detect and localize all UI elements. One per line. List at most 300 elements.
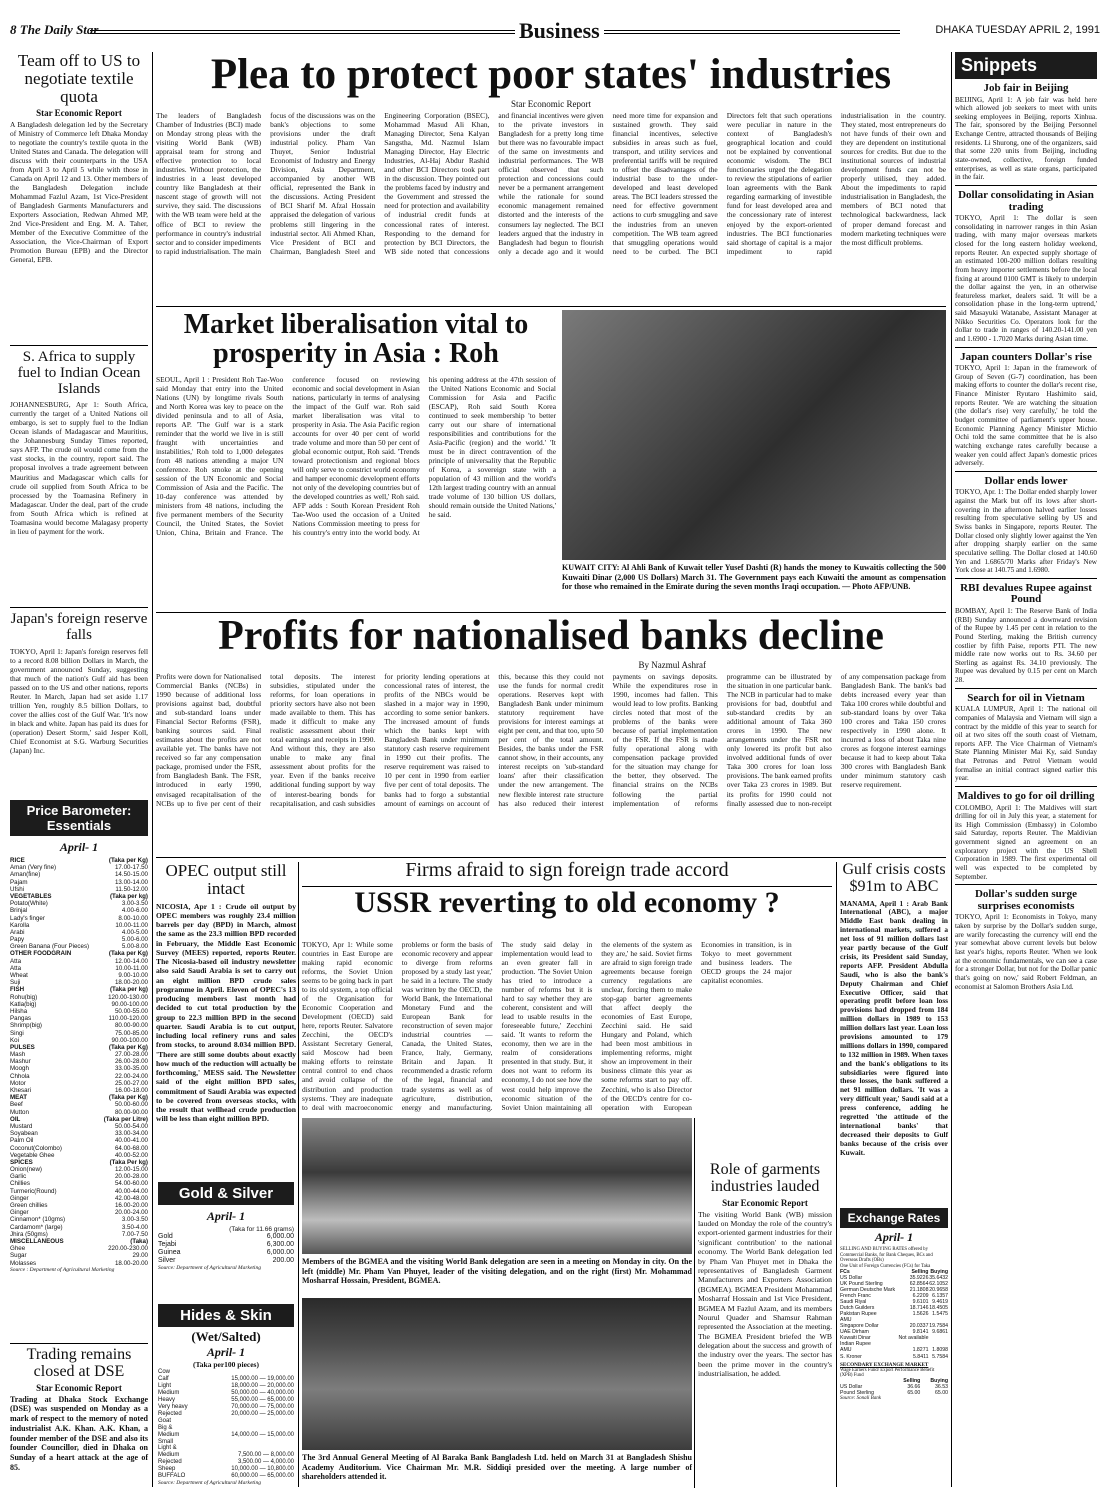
price-row-cell: 5.00-8.00 <box>121 943 148 951</box>
price-row-cell: 220.00-230.00 <box>108 1245 148 1253</box>
exchange-row-cell: 9.8141 <box>912 1329 929 1336</box>
price-row-cell: Papy <box>10 936 25 944</box>
price-row-cell: 7.00-7.50 <box>121 1230 148 1238</box>
price-row-cell: 10.00-11.00 <box>115 921 148 929</box>
gulf-headline: Gulf crisis costs $91m to ABC <box>842 861 946 895</box>
price-row-cell: Chhola <box>10 1072 30 1080</box>
snippet-body: TOKYO, Apr. 1: The Dollar ended sharply lower against the Mark but off its lows after short-covering in the afternoon halved earlier losses resulting from speculative selling by US and Swiss banks in Singapore, reports Reuter. The Dollar closed only slightly lower against the Yen after dropping sharply earlier on the same speculative selling. The Dollar closed at 140.60 Yen and 1.6865/70 Marks after Friday's New York close at 140.75 and 1.6980. <box>955 488 1097 575</box>
exchange-header-cell: FCs <box>840 1269 850 1276</box>
price-row-cell: Brinjal <box>10 907 28 915</box>
price-row-cell: Shrimp(big) <box>10 1022 42 1030</box>
masthead-rule <box>90 30 900 34</box>
exchange-row-cell: 62.8564 <box>909 1281 929 1288</box>
snippet-body: KUALA LUMPUR, April 1: The national oil companies of Malaysia and Vietnam will sign a contract by the middle of this year to search for oil at two sites off the south coast of Vietnam, reports AFP. The Vice Chairman of Vietnam's State Planning Minister Mai Ky, said Sunday that Petronas and Petrol Vietnam would formalise an initial contract signed earlier this year. <box>955 705 1097 783</box>
hides-table <box>158 1369 294 1480</box>
price-row-cell: 8.00-10.00 <box>118 914 148 922</box>
price-row <box>10 979 148 986</box>
price-row-cell: 40.00-41.00 <box>114 1137 148 1145</box>
secondary-row-cell: 65.00 <box>907 1389 921 1396</box>
banks-article <box>156 614 946 854</box>
hides-row-cell: 18,000.00 — 20,000.00 <box>231 1382 294 1389</box>
hides-row <box>158 1369 294 1376</box>
price-row-cell: 16.00-20.00 <box>114 1202 148 1209</box>
ussr-body-cont <box>696 940 832 1115</box>
hides-row <box>158 1466 294 1473</box>
masthead <box>10 18 1100 43</box>
ussr-body: TOKYO, Apr 1: While some countries in East Europe are making rapid economic reforms, the Soviet Union seems to be going back in part to its old system, a top official of the Organisation for Economic Cooperation and Development (OECD) said here, reports Reuter. Salvatore Zecchini, the OECD's Assistant Secretary General, said Moscow had been making efforts to reinstate central control to end chaos and avoid collapse of the distribution and production systems. 'They are inadequate to deal with macroeconomic problems or form the basis of economic recovery and appear to diverge from reforms proposed by a study last year,' he said in a lecture. The study was written by the OECD, the World Bank, the International Monetary Fund and the European Bank for reconstruction of seven major industrial countries — Canada, the United States, France, Italy, Germany, Britain and Japan. It recommended a drastic reform of the legal, financial and trade systems as well as of agriculture, distribution, energy and manufacturing. The study said delay in implementation would lead to an even greater fall in production. 'The Soviet Union has tried to introduce a number of reforms but it is hard to say whether they are coherent, consistent and will lead to usable results in the foreseeable future,' Zecchini said. 'It wants to reform the economy, then we are in the realm of considerations presented in that study. But, it does not want to reform its economy, I do not see how the west could help improve the economic situation of the Soviet Union maintaining all the elements of the system as they are,' he said. Soviet firms are afraid to sign foreign trade agreements because foreign currency regulations are unclear, forcing them to make stop-gap barter agreements that affect deeply the economies of East Europe, Zecchini said. He said Hungary and Poland, which had been most ambitious in implementing reforms, might show an improvement in their business climate this year as some reforms start to pay off. Zecchini, who is also Director of the OECD's centre for co-operation with European Economies in transition, is in Tokyo to meet government and business leaders. The OECD groups the 24 major capitalist economies. <box>302 940 792 1112</box>
roh-article <box>156 310 556 610</box>
hides-row-cell: 50,000.00 — 40,000.00 <box>231 1389 294 1396</box>
hides-row-cell <box>202 1439 294 1446</box>
plea-byline: Star Economic Report <box>511 99 591 110</box>
gold-row <box>158 1241 294 1249</box>
exchange-row-cell: UK Pound Sterling <box>840 1281 883 1288</box>
price-row-cell: Wheat <box>10 972 28 979</box>
kuwait-caption: KUWAIT CITY: Al Ahli Bank of Kuwait teller Yusef Dashti (R) hands the money to Kuwaitis collecting the 500 Kuwaiti Dinar (2,000 US Dollars) March 31. The Government pays each Kuwaiti the amount as compensation for those who remained in the Emirate during the seven months Iraqi occupation. — Photo AFP/UNB. <box>562 563 946 592</box>
textile-article <box>10 52 148 362</box>
price-row <box>10 1044 148 1051</box>
price-row <box>10 1231 148 1238</box>
snippets-title: Snippets <box>955 52 1097 79</box>
hides-row-cell: BUFFALO <box>158 1473 186 1480</box>
albaraka-photo-block <box>302 1298 692 1488</box>
hides-row-cell <box>202 1425 294 1432</box>
price-row-cell: Soyabean <box>10 1130 38 1138</box>
gold-row-cell: Guinea <box>158 1249 181 1257</box>
banks-body: Profits were down for Nationalised Commercial Banks (NCBs) in 1990 because of additional loss provisions against bad, doubtful and sub-standard loans under Financial Sector Reforms (FSR), banking sources said. Final estimates about the profits are not available yet. The banks have not received so far any compensation package, promised under the FSR, from Bangladesh Bank. The FSR, introduced in early 1990, envisaged recapitalisation of the NCBs up to five per cent of their total deposits. The interest subsidies, stipulated under the reforms, for loan operations in priority sectors have also not been made available to them. This has made it difficult to make any realistic assessment about their total earnings and receipts in 1990. And without this, they are also unable to make any final assessment about profits for the year. Even if the banks receive additional funding support by way of interest-bearing bonds for recapitalisation, and cash subsidies for priority lending operations at concessional rates of interest, the profits of the NBCs would be slashed in a major way in 1990, according to some senior bankers. The increased amount of funds which the banks kept with Bangladesh Bank under minimum statutory cash reserve requirement in 1990 cut their profits. The reserve requirement was raised to 10 per cent in 1990 from earlier five per cent of total deposits. The banks had to forgo a substantial amount of earnings on account of this, because this they could not use the funds for normal credit operations. Reserves kept with Bangladesh Bank under minimum statutory requirement have provisions for interest earnings at eight per cent, and that too, upto 50 per cent of the total amount. Besides, the banks under the FSR cannot show, in their accounts, any interest receipts on 'sub-standard loans' after their classification under the new arrangement. The new flexible interest rate structure has also reduced their interest payments on savings deposits. While the expenditures rose in 1990, incomes had fallen. This would lead to low profits. Banking circles noted that most of the problems of the banks were because of partial implementation of the FSR. If the FSR is made fully operational along with compensation package provided for the situation may change for the better, they observed. The financial strains on the NCBs following the partial implementation of reforms programme can be illustrated by the situation in one particular bank. The NCB in particular had to make provisions for bad, doubtful and sub-standard credits by an additional amount of Taka 360 crores in 1990. The new arrangements under the FSR not only lowered its profit but also involved additional funds of over Taka 300 crores for loan loss provisions. The bank earned profits over Taka 23 crores in 1989. But its profits for 1990 could not finally assessed due to non-receipt of any compensation package from Bangladesh Bank. The bank's bad debts increased every year than Taka 100 crores while doubtful and sub-standard loans by over Taka 100 crores and Taka 150 crores respectively in 1990 alone. It incurred a loss of about Taka nine crores as forgone interest earnings because it had to keep about Taka 300 crores with Bangladesh Bank under minimum statutory cash reserve requirement. <box>156 672 946 808</box>
hides-row-cell: 55,000.00 — 65,000.00 <box>231 1396 294 1403</box>
banks-headline: Profits for nationalised banks decline <box>218 613 884 659</box>
price-row-cell: 40.00-52.00 <box>114 1151 148 1159</box>
price-row <box>10 929 148 936</box>
price-row-cell: (Taka per Kg) <box>108 1043 148 1051</box>
price-row <box>10 994 148 1001</box>
price-row-cell: 80.00-90.00 <box>114 1022 148 1030</box>
price-row-cell: VEGETABLES <box>10 892 52 900</box>
safrica-article <box>10 350 148 605</box>
price-row <box>10 1159 148 1166</box>
price-row <box>10 1051 148 1058</box>
price-row-cell: 14.50-15.00 <box>114 871 148 879</box>
bgmea-photo-block <box>302 1118 692 1293</box>
divider <box>955 884 1097 885</box>
price-row <box>10 1195 148 1202</box>
price-row-cell: Cardamom* (large) <box>10 1223 63 1231</box>
price-row-cell: Khesari <box>10 1087 31 1094</box>
snippet-headline: Japan counters Dollar's rise <box>960 350 1092 363</box>
snippet-body: TOKYO, April 1: Japan in the framework of Group of Seven (G-7) coordination, has been making efforts to counter the dollar's recent rise, Finance Minister Ryutaro Hashimito said, reports Reuter. 'We are watching the situation (the dollar's rise) very carefully,' he told the budget committee of parliament's upper house. Economic Planning Agency Minister Michio Ochi told the same committee that he is also watching exchange rates carefully because a weaker yen could affect Japan's domestic prices adversely. <box>955 364 1097 468</box>
price-row-cell: (Taka per kg) <box>109 892 148 900</box>
divider <box>955 347 1097 348</box>
exchange-row-cell: 20.0337 <box>909 1323 929 1330</box>
price-row <box>10 1245 148 1252</box>
exchange-row-cell: 6.1357 <box>932 1293 948 1300</box>
hides-row <box>158 1411 294 1418</box>
hides-title: Hides & Skin <box>158 1304 294 1327</box>
price-row-cell: MEAT <box>10 1094 28 1102</box>
hides-row <box>158 1445 294 1452</box>
price-row <box>10 1001 148 1008</box>
exchange-row-cell: UAE Dirham <box>840 1329 869 1336</box>
hides-row <box>158 1425 294 1432</box>
hides-row <box>158 1390 294 1397</box>
hides-row-cell: Light & <box>158 1445 177 1452</box>
price-row <box>10 922 148 929</box>
price-row-cell: 40.00-44.00 <box>114 1187 148 1195</box>
exchange-row-cell: AMU <box>840 1317 852 1324</box>
exchange-header-cell: Selling <box>911 1269 929 1276</box>
snippet-headline: Dollar's sudden surge surprises economists <box>974 888 1078 912</box>
divider <box>955 185 1097 186</box>
price-row <box>10 879 148 886</box>
price-row-cell: Ginger <box>10 1209 29 1217</box>
price-row-cell: Onion(new) <box>10 1166 42 1174</box>
price-row-cell: 50.00-60.00 <box>114 1101 148 1109</box>
gold-row-cell: 6,000.00 <box>266 1249 294 1257</box>
price-row <box>10 1101 148 1108</box>
kuwait-bank-photo <box>562 310 946 560</box>
price-row-cell: Koi <box>10 1036 19 1044</box>
secondary-note: Wage Earners Fund/ Export Performance Benefit (XPB) Fund <box>840 1367 935 1378</box>
price-row-cell: 4.00-5.00 <box>121 928 148 936</box>
hides-row <box>158 1418 294 1425</box>
textile-body: A Bangladesh delegation led by the Secretary of Ministry of Commerce left Dhaka Monday to negotiate the country's textile quota in the United States and Canada. The delegation will discuss with their counterparts in the USA from April 3 to April 5 while with those in Canada on April 12 and 13. Other members of the Bangladesh Delegation include Mohammad Fazlul Azam, 1st Vice-President of Bangladesh Garments Manufacturers and Exporters Association, Redwan Ahmed MP, 2nd Vice-President and Eng. M. A. Taher, Member of the Executive Committee of the Association, the Vice-Chairman of Export Promotion Bureau (EPB) and the Director General, EPB. <box>10 119 148 264</box>
price-row-cell: 50.00-55.00 <box>114 1007 148 1015</box>
hides-row-cell: 3,500.00 — 4,000.00 <box>237 1459 294 1466</box>
price-row-cell: 20.00-28.00 <box>114 1173 148 1181</box>
price-row-cell: (Taka Per kg) <box>109 1158 148 1166</box>
exchange-row-cell: 19.7584 <box>929 1323 948 1330</box>
gold-table <box>158 1233 294 1265</box>
gold-row <box>158 1233 294 1241</box>
price-row <box>10 1015 148 1022</box>
price-row-cell: (Taka) <box>130 1237 148 1245</box>
price-row-cell: 17.00-17.50 <box>114 864 148 872</box>
exchange-row-cell: Not available <box>898 1335 929 1342</box>
roh-body: SEOUL, April 1 : President Roh Tae-Woo said Monday that entry into the United Nations (UN) by longtime rivals South and North Korea was key to peace on the divided peninsula and to all of Asia, reports AP. 'The Gulf war is a stark reminder that the world we live in is still fraught with uncertainties and instabilities,' Roh told to 1,000 delegates from 48 nations attending a major UN conference. Roh smoke at the opening session of the UN Economic and Social Commission of Asia and the Pacific. The 10-day conference was attended by ministers from 48 nations, including the five permanent members of the Security Council, the United States, the Soviet Union, China, Britain and France. The conference focused on reviewing economic and social development in Asian nations, particularly in terms of analysing the impact of the Gulf war. Roh said market liberalisation was vital to prosperity in Asia. The Asia Pacific region accounts for over 40 per cent of world trade volume and more than 50 per cent of global economic output, Roh said. 'Trends toward protectionism and regional blocs will only serve to constrict world economy and hamper economic development efforts not only of the developing countries but of the developed countries as well,' Roh said. AFP adds : South Korean President Roh Tae-Woo used the occasion of a United Nations Commission meeting to press for his country's entry into the world body. At his opening address at the 47th session of the United Nations Economic and Social Commission for Asia and Pacific (ESCAP), Roh said South Korea continued to seek membership 'to better carry out our share of international responsibilities and contributions for the Asia-Pacific (region) and the world.' 'It must be in direct contravention of the principle of universality that the Republic of Korea, a sovereign state with a population of 43 million and the world's 12th largest trading country with an annual trade volume of 130 billion US dollars, should remain outside the United Nations,' he said. <box>156 374 556 538</box>
exchange-row-cell: 21.1808 <box>909 1287 929 1294</box>
price-row <box>10 1123 148 1130</box>
gold-row-cell: 200.00 <box>272 1257 294 1265</box>
price-row-cell: 29.00 <box>132 1252 148 1260</box>
price-row-cell: (Taka per Kg) <box>108 857 148 864</box>
exchange-row-cell: 18.7146 <box>909 1305 929 1312</box>
price-row-cell: Arabi <box>10 928 25 936</box>
price-row <box>10 1166 148 1173</box>
price-row-cell: 50.00-54.00 <box>114 1122 148 1130</box>
price-row-cell: 9.00-10.00 <box>118 972 148 979</box>
price-row <box>10 915 148 922</box>
price-row-cell: 54.00-60.00 <box>114 1180 148 1188</box>
hides-row-cell: Big & <box>158 1424 173 1431</box>
exchange-row-cell: Kuwaiti Dinar <box>840 1335 871 1342</box>
column-rule <box>836 862 837 1487</box>
textile-headline: Team off to US to negotiate textile quota <box>17 51 141 106</box>
price-row <box>10 1188 148 1195</box>
price-row <box>10 864 148 871</box>
price-row <box>10 1224 148 1231</box>
price-row <box>10 1058 148 1065</box>
hides-row <box>158 1397 294 1404</box>
snippet-headline: Dollar consolidating in Asian trading <box>958 188 1094 213</box>
exchange-row-cell: AMU <box>840 1347 852 1354</box>
secondary-row-cell: 36.66 <box>907 1383 921 1390</box>
ussr-body-wrap <box>302 940 792 1115</box>
safrica-body: JOHANNESBURG, Apr 1: South Africa, currently the target of a United Nations oil embargo, is set to supply fuel to the Indian Ocean islands of Madagascar and Mauritius, the Johannesburg Sunday Times reported, says AFP. The crude oil would come from the vast stocks, in the country, report said. The proposal involves a trade agreement between Mauritius and Madagascar which calls for crude oil supplied from South Africa to be processed by the Toamasina Refinery in Madagascar. Under the deal, part of the crude from South Africa which is refined at Toamasina would become Malagasy property in lieu of payment for the work. <box>10 400 148 536</box>
price-row-cell: 27.00-28.00 <box>114 1051 148 1059</box>
hides-subtitle: (Wet/Salted) <box>191 1329 261 1344</box>
japan-reserve-article <box>10 612 148 798</box>
column-rule <box>298 862 299 1487</box>
price-row-cell: (Taka per Kg) <box>108 950 148 958</box>
exchange-date: April- 1 <box>874 1230 914 1244</box>
hides-row-cell: Small <box>158 1438 174 1445</box>
exchange-row-cell: 9.6101 <box>912 1299 929 1306</box>
price-row-cell: Moogh <box>10 1065 29 1073</box>
price-row-cell: Ginger <box>10 1194 29 1202</box>
gold-silver-box <box>158 1182 294 1302</box>
bgmea-caption: Members of the BGMEA and the visiting World Bank delegation are seen in a meeting on Monday in city. On the left (middle) Mr. Pham Van Phuyet, leader of the visiting delegation, and on the right (first) Mr. Mohammad Mosharraf Hossain, President, BGMEA. <box>302 1257 692 1286</box>
price-row <box>10 1087 148 1094</box>
price-row <box>10 965 148 972</box>
price-row-cell: Singi <box>10 1029 24 1037</box>
price-row-cell: 90.00-100.00 <box>111 1036 148 1044</box>
price-row-cell: Katla(big) <box>10 1000 37 1008</box>
hides-row-cell <box>202 1369 294 1376</box>
price-row <box>10 958 148 965</box>
gulf-body: MANAMA, April 1 : Arab Bank International (ABC), a major Middle East bank dealing in international markets, suffered a net loss of 91 million dollars last year partly because of the Gulf crisis, its President said Sunday, reports AFP. President Abdulla Saudi, who is also the bank's Deputy Chairman and Chief Executive Officer, said that operating profit before loan loss provisions had dropped from 184 million dollars in 1989 to 153 million dollars last year. Loan loss provisions amounted to 179 millions dollars in 1990, compared to 132 million in 1989. When taxes and the bank's obligations to its subsidiaries were figured into these losses, the bank suffered a net 91 million dollars. 'It was a very difficult year,' Saudi said at a press conference, adding he regretted 'the attitude of the international banks' that decreased their deposits to Gulf banks because of the crisis over Kuwait. <box>840 898 948 1157</box>
plea-body: The leaders of Bangladesh Chamber of Industries (BCI) made on Monday strong pleas with the visiting World Bank (WB) appraisal team for strong and effective protection to local industries. Without protection, the industries in a least developed country like Bangladesh at their nascent stage of growth will not survive, they said. The discussions with the WB team were held at the office of BCI to review the performance in country's industrial sector and to consider impediments to rapid industrialisation. The main focus of the discussions was on the bank's objections to some provisions under the draft industrial policy. Pham Van Thuyet, Senior Industrial Economist of Industry and Energy Division, Asia Department, accompanied by another WB official, represented the Bank in the discussions. Acting President of BCI Sharif M. Afzal Hossain appraised the delegation of various problems still lingering in the industrial sector. Ali Ahmed Khan, Vice President of BCI and Chairman, Bangladesh Steel and Engineering Corporation (BSEC), Mohammad Masud Ali Khan, Managing Director, Sena Kalyan Sangstha, Md. Nazmul Islam Managing Director, Hay Electric Industries, Al-Haj Abdur Rashid and other BCI Directors took part in the discussion. They pointed out the problems faced by industry and the Government and stressed the need for protection and availability of industrial credit funds at concessional rates of interest. Responding to the demand for protection by BCI Directors, the WB side noted that concessions and financial incentives were given to the private investors in Bangladesh for a pretty long time but there was no favourable impact of the same on investments and industrial performances. The WB official observed that such protection and concessions could never be a permanent arrangement while the rationale for sound economic management remained distorted and the interests of the consumers lay neglected. The BCI leaders argued that the industry in Bangladesh had begun to flourish only a decade ago and it would need more time for expansion and sustained growth. They said financial incentives, selective subsidies in areas such as fuel, transport, and utility services and preferential tariffs will be required to offset the disadvantages of the industrial base to the under-developed and least developed areas. The BCI leaders stressed the need for effective government actions to curb smuggling and save the industries from an uneven competition. The WB team agreed that smuggling operations would need to be curbed. The BCI Directors felt that such operations were peculiar in nature in the context of Bangladesh's geographical location and could not be explained by conventional economic wisdom. The BCI functionaries urged the delegation to review the stipulations of earlier loan agreements with the Bank regarding earmarking of investible fund for least developed area and the concessionary rate of interest enjoyed by the export-oriented industries. The BCI functionaries said shortage of capital is a major impediment to rapid industrialisation in the country. They stated, most entrepreneurs do not have funds of their own and they are dependent on institutional sources for credits. But due to the institutional sources of industrial development funds can not be properly utilised, they added. About the impediments to rapid industrialisation in Bangladesh, the members of BCI noted that technological backwardness, lack of proper demand forecast and modern marketing techniques were the most difficult problems. <box>156 111 946 256</box>
price-row-cell: 4.00-6.00 <box>121 907 148 915</box>
price-row <box>10 1008 148 1015</box>
exchange-row-cell: 1.8098 <box>932 1347 948 1354</box>
price-row <box>10 1065 148 1072</box>
hides-source: Source: Department of Agricultural Marketing <box>158 1480 261 1487</box>
exchange-header-cell: Buying <box>930 1269 948 1276</box>
price-row-cell: Pajam <box>10 878 28 886</box>
price-row-cell: Beef <box>10 1101 23 1109</box>
garments-body: The visiting World Bank (WB) mission lauded on Monday the role of the country's export-oriented garment industries for their 'significant contribution' to the national economy. The World Bank delegation led by Pham Van Phuyet met in Dhaka the representatives of Bangladesh Garment Manufacturers and Exporters Association (BGMEA). BGMEA President Mohammad Mosharraf Hossain and 1st Vice President, BGMEA M Fazlul Azam, and its members Nourul Quader and Shamsur Rahman represented the Association at the meeting. The BGMEA President briefed the WB delegation about the success and growth of the industry over the years. The sector has been the prime mover in the country's industrialisation, he added. <box>698 1209 832 1379</box>
price-row <box>10 1022 148 1029</box>
hides-row-cell: Goat <box>158 1417 172 1424</box>
snippet-headline: Job fair in Beijing <box>983 82 1069 94</box>
price-row <box>10 1080 148 1087</box>
opec-article <box>156 862 296 1182</box>
price-row <box>10 1130 148 1137</box>
column-rule <box>694 1118 695 1488</box>
hides-row-cell: Very heavy <box>158 1403 188 1410</box>
price-barometer <box>10 800 148 1340</box>
price-row-cell: Rohu(big) <box>10 993 38 1001</box>
albaraka-agm-photo <box>302 1298 692 1450</box>
price-row-cell: (Taka per Litre) <box>103 1115 148 1123</box>
price-row-cell: 33.00-34.00 <box>114 1130 148 1138</box>
price-barometer-date: April- 1 <box>59 840 99 854</box>
price-row-cell: Mash <box>10 1051 26 1059</box>
snippet-headline: Dollar ends lower <box>984 474 1068 487</box>
exchange-row-cell: 5.7584 <box>932 1353 948 1360</box>
price-row-cell: 33.00-35.00 <box>114 1065 148 1073</box>
divider <box>955 578 1097 579</box>
exchange-box <box>840 1208 948 1490</box>
exchange-row-cell: 6.2209 <box>912 1293 929 1300</box>
price-row <box>10 1260 148 1267</box>
snippet-headline: RBI devalues Rupee against Pound <box>960 581 1092 606</box>
ussr-headline: USSR reverting to old economy ? <box>354 886 780 919</box>
page-number: 8 The Daily Star <box>10 22 99 37</box>
exchange-table <box>840 1269 948 1359</box>
price-row <box>10 886 148 893</box>
hides-date: April- 1 <box>206 1345 246 1359</box>
price-row-cell: 80.00-90.00 <box>114 1108 148 1116</box>
price-row-cell: PULSES <box>10 1043 35 1051</box>
divider <box>10 1343 148 1344</box>
ussr-kicker: Firms afraid to sign foreign trade accord <box>405 859 729 881</box>
hides-row-cell: 7,500.00 — 8,000.00 <box>237 1452 294 1459</box>
price-row-cell: 10.00-11.00 <box>115 964 148 972</box>
hides-row <box>158 1404 294 1411</box>
price-row-cell: 90.00-100.00 <box>111 1000 148 1008</box>
column-rule <box>152 52 153 1487</box>
exchange-row-cell: Saudi Riyal <box>840 1299 867 1306</box>
exchange-note: SELLING AND BUYING RATES offered by Commercial Banks, for Bank Cheques, BCs and Overseas Drafts (OBs) <box>840 1247 933 1264</box>
price-row-cell: Coconut(Colombo) <box>10 1144 62 1152</box>
divider <box>10 345 148 346</box>
dse-body: Trading at Dhaka Stock Exchange (DSE) was suspended on Monday as a mark of respect to the memory of noted industrialist A.K. Khan. A.K. Khan, a founder member of the DSE and also its founder Councillor, died in Dhaka on Sunday of a heart attack at the age of 85. <box>10 1394 148 1472</box>
price-row-cell: Lady's finger <box>10 914 45 922</box>
garments-byline: Star Economic Report <box>722 1197 808 1208</box>
price-row-cell: Mustard <box>10 1122 33 1130</box>
hides-row-cell: 20,000.00 — 25,000.00 <box>231 1410 294 1417</box>
secondary-row-cell: US Dollar <box>840 1383 863 1390</box>
hides-row-cell: 60,000.00 — 65,000.00 <box>231 1473 294 1480</box>
gold-row-cell: 6,300.00 <box>266 1241 294 1249</box>
hides-row <box>158 1432 294 1439</box>
hides-row <box>158 1439 294 1446</box>
exchange-row-cell: US Dollar <box>840 1275 863 1282</box>
price-row-cell: Palm Oil <box>10 1137 34 1145</box>
hides-row-cell: Cow <box>158 1369 171 1375</box>
gold-unit: (Taka for 11.66 grams) <box>229 1226 294 1233</box>
price-row-cell: OIL <box>10 1115 21 1123</box>
secondary-title: SECONDARY EXCHANGE MARKET <box>840 1361 929 1368</box>
price-row-cell: 26.00-28.00 <box>114 1058 148 1066</box>
price-row-cell: Green chillies <box>10 1202 48 1209</box>
hides-row-cell: Rejected <box>158 1459 182 1466</box>
price-row-cell: 22.00-24.00 <box>114 1072 148 1080</box>
hides-unit: (Taka per100 pieces) <box>193 1360 259 1369</box>
exchange-row-cell: 20.9658 <box>929 1287 948 1294</box>
exchange-row-cell: 35.6432 <box>929 1275 948 1282</box>
price-row-cell: Aman (Very fine) <box>10 864 57 872</box>
price-row-cell: 3.00-3.50 <box>121 1216 148 1224</box>
exchange-row-cell: Pakistan Rupee <box>840 1311 877 1318</box>
price-row-cell: 12.00-14.00 <box>114 957 148 965</box>
japan-reserve-body: TOKYO, April 1: Japan's foreign reserves fell to a record 8.08 billion Dollars in March, the government announced Sunday, suggesting that much of the nation's Gulf aid has been passed on to the US and other nations, reports Reuter. In March, Japan had set aside 1.17 trillion Yen, roughly 8.5 billion Dollars, to cover the allies cost of the Gulf War. 'It's now in black and white. Japan has paid its dues for (operation) Desert Storm,' said Jesper Koll, Chief Economist at S.G. Warburg Securities (Japan) Inc. <box>10 646 148 755</box>
section-title: Business <box>515 18 604 44</box>
price-row-cell: Hilsha <box>10 1007 28 1015</box>
exchange-row-cell: Dutch Guilders <box>840 1305 875 1312</box>
price-row-cell: Chillies <box>10 1180 30 1188</box>
gold-source: Source: Department of Agricultural Marketing <box>158 1265 261 1272</box>
price-source: Source : Department of Agricultural Marketing <box>10 1266 115 1273</box>
gold-row-cell: Tejabi <box>158 1241 177 1249</box>
exchange-row-cell: Indian Rupee <box>840 1341 871 1348</box>
price-row-cell: 3.50-4.00 <box>121 1223 148 1231</box>
price-row <box>10 907 148 914</box>
price-row <box>10 893 148 900</box>
price-row <box>10 1216 148 1223</box>
price-row-cell: (Taka per kg) <box>109 986 148 994</box>
divider <box>955 471 1097 472</box>
price-row-cell: Suji <box>10 979 21 987</box>
divider <box>302 886 832 887</box>
bgmea-meeting-photo <box>302 1118 692 1254</box>
price-row-cell: Potato(White) <box>10 900 48 908</box>
snippet-body: BOMBAY, April 1: The Reserve Bank of India (RBI) Sunday announced a downward revision of the Rupee by 1.45 per cent in relation to the Pound Sterling, making the British currency costlier by fifth Paise, reports PTI. The new middle rate now works out to Rs. 34.60 per Sterling as against Rs. 34.10 previously. The Rupee was devalued by 0.15 per cent on March 28. <box>955 606 1097 685</box>
price-row-cell: 42.00-48.00 <box>114 1194 148 1202</box>
hides-row-cell: Medium <box>158 1389 180 1396</box>
price-row-cell: 12.00-15.00 <box>114 1166 148 1174</box>
snippets-column <box>955 52 1097 1490</box>
price-row <box>10 1152 148 1159</box>
snippets-list <box>955 83 1097 991</box>
price-row-cell: Pangas <box>10 1015 31 1023</box>
secondary-table <box>840 1378 948 1396</box>
exchange-sub: One Unit of Foreign Currencies (FCs) for Taka <box>840 1263 931 1269</box>
dse-byline: Star Economic Report <box>36 1382 122 1393</box>
price-row-cell: 18.00-20.00 <box>114 1259 148 1267</box>
price-row <box>10 1145 148 1152</box>
secondary-row-cell: 36.53 <box>935 1383 948 1390</box>
price-row-cell: Garlic <box>10 1173 27 1181</box>
price-row-cell: (Taka per Kg) <box>108 1094 148 1102</box>
gold-row <box>158 1249 294 1257</box>
price-row <box>10 1030 148 1037</box>
kuwait-photo-block <box>562 310 946 610</box>
opec-body: NICOSIA, Apr 1 : Crude oil output by OPEC members was roughly 23.4 million barrels per day (BPD) in March, almost the same as the 23.3 million BPD recorded in February, the Middle East Economic Survey (MEES) reported, reports Reuter. The Nicosia-based oil industry newsletter also said Saudi Arabia is set to carry out an eight million BPD crude sales programme in April. Eleven of OPEC's 13 producing members last month had decided to cut total production by the group to 22.3 million BPD in the second quarter. Saudi Arabia is to cut output, including local refinery runs and sales from stocks, to around 8.034 million BPD. 'There are still some doubts about exactly how much of the reduction will actually be forthcoming,' MESS said. The Newsletter said of the eight million BPD sales, commitment of Saudi Arabia was expected to be covered from overseas stocks, with the result that wellhead crude production will be less than eight million BPD. <box>156 901 296 1124</box>
price-row-cell: Mutton <box>10 1108 29 1116</box>
price-row <box>10 1137 148 1144</box>
price-row-cell: OTHER FOODGRAIN <box>10 950 72 958</box>
price-row-cell: Ufshi <box>10 885 25 893</box>
price-row-cell: 75.00-85.00 <box>114 1029 148 1037</box>
price-row <box>10 986 148 993</box>
hides-row-cell: Calf <box>158 1375 169 1382</box>
divider <box>156 306 946 307</box>
price-row <box>10 1202 148 1209</box>
price-row-cell: Turmeric(Round) <box>10 1187 57 1195</box>
hides-row-cell <box>202 1418 294 1425</box>
price-row-cell: SPICES <box>10 1158 33 1166</box>
hides-row <box>158 1376 294 1383</box>
hides-row-cell: Heavy <box>158 1396 176 1403</box>
price-row-cell: Atta <box>10 957 22 965</box>
price-row-cell: MISCELLANEOUS <box>10 1237 64 1245</box>
hides-row-cell: Light <box>158 1382 172 1389</box>
price-row-cell: Molasses <box>10 1259 37 1267</box>
price-row-cell: 16.00-18.00 <box>114 1087 148 1094</box>
price-row-cell: Sugar <box>10 1252 27 1260</box>
price-row-cell: 13.00-14.00 <box>114 878 148 886</box>
japan-reserve-headline: Japan's foreign reserve falls <box>10 611 148 643</box>
price-table <box>10 857 148 1267</box>
price-row-cell: Vegetable Ghee <box>10 1151 55 1159</box>
price-row-cell: Cinnamon* (10gms) <box>10 1216 66 1224</box>
snippet-headline: Maldives to go for oil drilling <box>957 790 1095 803</box>
exchange-source: Source: Sonali Bank <box>840 1395 881 1401</box>
price-row <box>10 972 148 979</box>
